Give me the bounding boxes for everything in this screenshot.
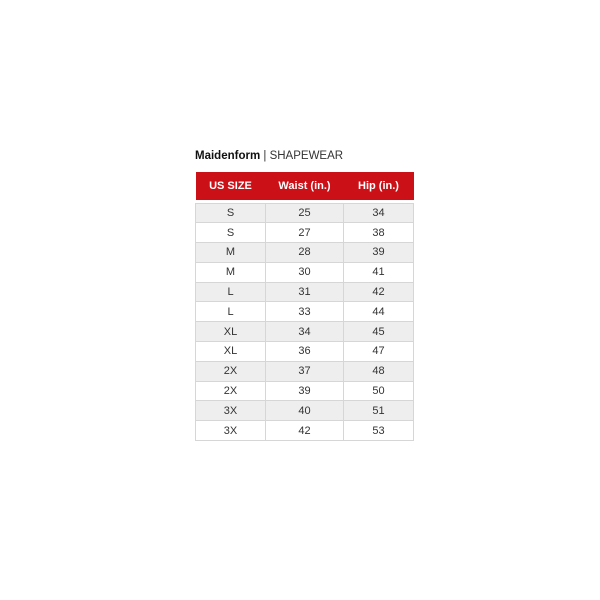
us-size-cell: M bbox=[196, 262, 266, 282]
table-row bbox=[196, 361, 414, 381]
waist-cell: 37 bbox=[266, 361, 344, 381]
table-row bbox=[196, 302, 414, 322]
hip-cell: 51 bbox=[344, 401, 414, 421]
hip-cell: 38 bbox=[344, 223, 414, 243]
table-row bbox=[196, 322, 414, 342]
hip-cell: 53 bbox=[344, 421, 414, 441]
column-header-us-size: US SIZE bbox=[196, 172, 266, 200]
us-size-cell: L bbox=[196, 282, 266, 302]
table-row bbox=[196, 421, 414, 441]
us-size-cell: 2X bbox=[196, 381, 266, 401]
hip-cell: 39 bbox=[344, 243, 414, 263]
waist-cell: 42 bbox=[266, 421, 344, 441]
hip-cell: 42 bbox=[344, 282, 414, 302]
hip-cell: 41 bbox=[344, 262, 414, 282]
brand-name: Maidenform bbox=[195, 150, 261, 162]
waist-cell: 39 bbox=[266, 381, 344, 401]
table-row bbox=[196, 223, 414, 243]
table-body bbox=[196, 200, 414, 441]
us-size-cell: 3X bbox=[196, 401, 266, 421]
table-row bbox=[196, 282, 414, 302]
us-size-cell: L bbox=[196, 302, 266, 322]
us-size-cell: M bbox=[196, 243, 266, 263]
waist-cell: 34 bbox=[266, 322, 344, 342]
waist-cell: 36 bbox=[266, 342, 344, 362]
us-size-cell: S bbox=[196, 223, 266, 243]
table-header bbox=[196, 172, 414, 200]
waist-cell: 33 bbox=[266, 302, 344, 322]
hip-cell: 45 bbox=[344, 322, 414, 342]
us-size-cell: S bbox=[196, 203, 266, 223]
waist-cell: 31 bbox=[266, 282, 344, 302]
waist-cell: 28 bbox=[266, 243, 344, 263]
us-size-cell: XL bbox=[196, 342, 266, 362]
column-header-waist: Waist (in.) bbox=[266, 172, 344, 200]
hip-cell: 47 bbox=[344, 342, 414, 362]
header-row bbox=[196, 172, 414, 200]
table-row bbox=[196, 342, 414, 362]
hip-cell: 34 bbox=[344, 203, 414, 223]
product-category: SHAPEWEAR bbox=[269, 150, 344, 162]
waist-cell: 27 bbox=[266, 223, 344, 243]
table-row bbox=[196, 262, 414, 282]
waist-cell: 25 bbox=[266, 203, 344, 223]
hip-cell: 50 bbox=[344, 381, 414, 401]
us-size-cell: XL bbox=[196, 322, 266, 342]
size-chart-table bbox=[195, 172, 414, 441]
title-separator: | bbox=[263, 150, 267, 162]
us-size-cell: 3X bbox=[196, 421, 266, 441]
table-row bbox=[196, 401, 414, 421]
waist-cell: 30 bbox=[266, 262, 344, 282]
table-row bbox=[196, 203, 414, 223]
column-header-hip: Hip (in.) bbox=[344, 172, 414, 200]
table-row bbox=[196, 381, 414, 401]
table-row bbox=[196, 243, 414, 263]
us-size-cell: 2X bbox=[196, 361, 266, 381]
hip-cell: 44 bbox=[344, 302, 414, 322]
size-chart-title bbox=[195, 149, 343, 163]
hip-cell: 48 bbox=[344, 361, 414, 381]
waist-cell: 40 bbox=[266, 401, 344, 421]
